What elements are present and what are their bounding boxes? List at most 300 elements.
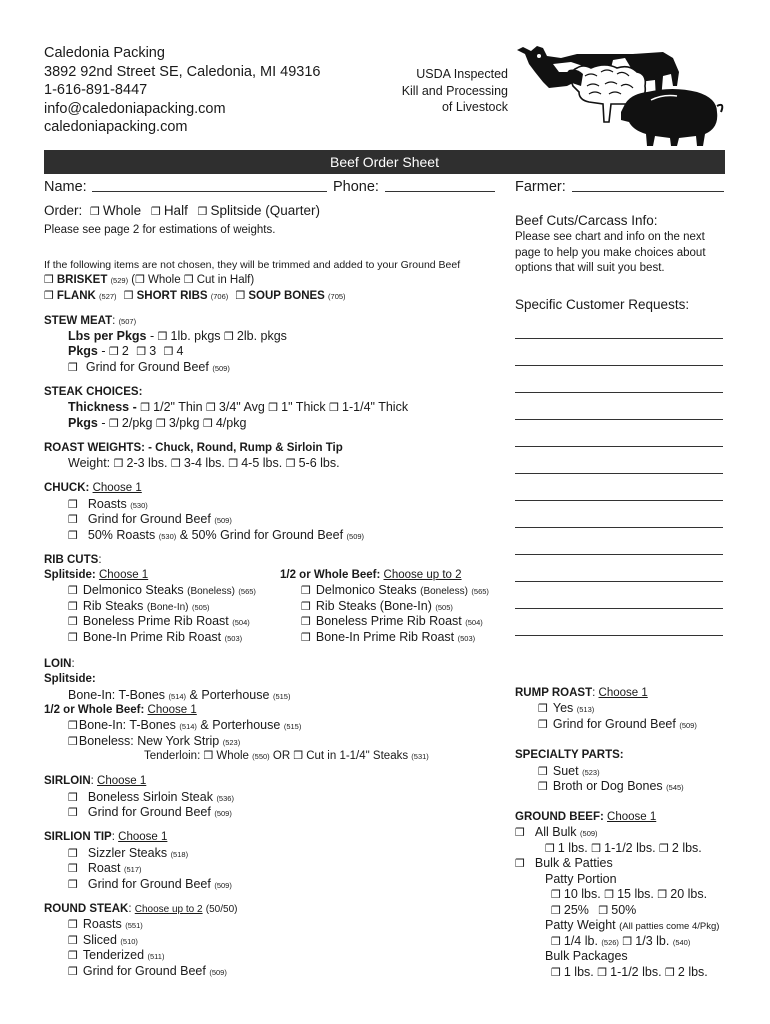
loin-tender-whole-checkbox[interactable]: ❒ xyxy=(203,750,214,762)
steak-4pkg-checkbox[interactable]: ❒ xyxy=(202,418,213,430)
beef-cuts-line-2: page to help you make choices about xyxy=(515,246,706,259)
stew-label: STEW MEAT xyxy=(44,315,113,327)
rib-right-delmonico-note: (Boneless) xyxy=(420,586,468,597)
sirloin-grind-code: (509) xyxy=(214,809,232,818)
specialty-bones-label: Broth or Dog Bones xyxy=(552,779,663,793)
steak-3pkg-checkbox[interactable]: ❒ xyxy=(155,418,166,430)
chuck-grind-checkbox[interactable]: ❒ xyxy=(68,514,78,526)
specialty-bones-code: (545) xyxy=(666,783,684,792)
chuck-opt-1 xyxy=(68,497,148,513)
thickness-3q-checkbox[interactable]: ❒ xyxy=(206,402,216,414)
loin-tender-row xyxy=(144,749,429,764)
sirloin-tip-opt-1 xyxy=(68,846,188,862)
stew-2lb-checkbox[interactable]: ❒ xyxy=(224,331,234,343)
rib-label: RIB CUTS xyxy=(44,554,99,566)
round-sliced-code: (510) xyxy=(120,937,138,946)
stew-heading xyxy=(44,314,136,329)
usda-note xyxy=(370,66,508,116)
rib-right-opt-2 xyxy=(301,599,453,615)
beef-cuts-text xyxy=(515,230,706,277)
short-ribs-code: (706) xyxy=(210,292,229,301)
steak-thickness-label: Thickness - xyxy=(68,400,137,414)
pkg-1lb-label: 1 lbs. xyxy=(563,965,594,979)
ground-bulk-patties-checkbox[interactable]: ❒ xyxy=(515,858,525,870)
request-line[interactable] xyxy=(515,554,723,555)
round-heading xyxy=(44,902,237,917)
loin-boneless-label: Boneless: New York Strip xyxy=(78,734,220,748)
portion-20-label: 20 lbs. xyxy=(670,887,708,901)
roast-weight-row xyxy=(68,456,340,472)
thickness-114-label: 1-1/4" Thick xyxy=(342,400,409,414)
sirloin-tip-roast-checkbox[interactable]: ❒ xyxy=(68,863,78,875)
round-grind-code: (509) xyxy=(209,968,227,977)
stew-pkgs-3-label: 3 xyxy=(149,344,157,358)
round-roasts-code: (551) xyxy=(125,921,143,930)
stew-lbs-dash: - xyxy=(149,329,155,343)
beef-cuts-line-3: options that will suit you best. xyxy=(515,262,665,274)
roast-2-3-checkbox[interactable]: ❒ xyxy=(113,458,124,470)
rump-yes-code: (513) xyxy=(576,705,595,714)
brisket-row xyxy=(44,273,254,288)
rib-right-opt-3 xyxy=(301,614,483,630)
request-line[interactable] xyxy=(515,365,723,366)
request-line[interactable] xyxy=(515,635,723,636)
chuck-grind-label: Grind for Ground Beef xyxy=(87,512,211,526)
round-opt-2 xyxy=(68,933,138,949)
brisket-code: (529) xyxy=(110,276,129,285)
rib-half-choose: Choose up to 2 xyxy=(383,569,462,581)
rib-right-boneless-label: Boneless Prime Rib Roast xyxy=(315,614,462,628)
portion-25pct-label: 25% xyxy=(563,903,589,917)
loin-boneless-checkbox[interactable]: ❒ xyxy=(68,736,78,748)
loin-label: LOIN xyxy=(44,658,72,670)
portion-10-checkbox[interactable]: ❒ xyxy=(551,889,561,901)
rump-grind-checkbox[interactable]: ❒ xyxy=(538,719,548,731)
rib-right-steaks-code: (505) xyxy=(435,603,453,612)
pkg-2lb-checkbox[interactable]: ❒ xyxy=(665,967,675,979)
request-line[interactable] xyxy=(515,338,723,339)
loin-half-heading xyxy=(44,703,197,718)
sirloin-tip-label: SIRLION TIP xyxy=(44,831,112,843)
ground-bulk-patties-row xyxy=(515,856,613,872)
livestock-logo-icon xyxy=(513,42,725,148)
rump-grind-code: (509) xyxy=(679,721,697,730)
steak-2pkg-checkbox[interactable]: ❒ xyxy=(109,418,119,430)
ground-bulk-opts xyxy=(545,841,702,857)
portion-20-checkbox[interactable]: ❒ xyxy=(657,889,668,901)
loin-bonein-checkbox[interactable]: ❒ xyxy=(68,720,78,732)
stew-grind-checkbox[interactable]: ❒ xyxy=(68,362,78,374)
rib-left-opt-4 xyxy=(68,630,242,646)
rib-right-bonein-label: Bone-In Prime Rib Roast xyxy=(315,630,455,644)
bulk-2lb-label: 2 lbs. xyxy=(671,841,702,855)
roast-5-6-label: 5-6 lbs. xyxy=(298,456,340,470)
sirloin-tip-heading xyxy=(44,830,167,845)
chuck-mix-code: (530) xyxy=(158,532,177,541)
loin-bonein-label: Bone-In: T-Bones xyxy=(78,718,176,732)
stew-pkgs-row xyxy=(68,344,183,360)
sirloin-steak-code: (536) xyxy=(216,794,234,803)
stew-1lb-label: 1lb. pkgs xyxy=(170,329,221,343)
thickness-3q-label: 3/4" Avg xyxy=(218,400,265,414)
sirloin-label: SIRLOIN xyxy=(44,775,91,787)
loin-boneless-code: (523) xyxy=(222,738,241,747)
loin-tender-whole-code: (550) xyxy=(252,752,270,761)
sirloin-colon: : xyxy=(90,775,94,787)
order-splitside-label: Splitside (Quarter) xyxy=(210,203,321,218)
loin-tender-label: Tenderloin: xyxy=(144,750,201,762)
rib-right-bonein-code: (503) xyxy=(457,634,476,643)
stew-pkgs-label: Pkgs xyxy=(68,344,98,358)
stew-pkgs-dash: - xyxy=(101,344,106,358)
rib-left-steaks-code: (505) xyxy=(191,603,210,612)
bulk-1lb-checkbox[interactable]: ❒ xyxy=(545,843,555,855)
rib-colon: : xyxy=(98,554,102,566)
company-address: 3892 92nd Street SE, Caledonia, MI 49316 xyxy=(44,63,321,80)
ground-all-bulk-code: (509) xyxy=(580,829,598,838)
loin-split-porter-code: (515) xyxy=(272,692,291,701)
sirloin-tip-grind-label: Grind for Ground Beef xyxy=(87,877,211,891)
request-line[interactable] xyxy=(515,500,723,501)
beef-cuts-heading: Beef Cuts/Carcass Info: xyxy=(515,213,658,228)
thickness-half-checkbox[interactable]: ❒ xyxy=(140,402,151,414)
sirloin-tip-roast-label: Roast xyxy=(87,861,121,875)
loin-tender-cut-label: Cut in 1-1/4" Steaks xyxy=(306,750,409,762)
rib-left-delmonico-code: (565) xyxy=(238,587,256,596)
page2-note: Please see page 2 for estimations of weights. xyxy=(44,224,276,236)
sirloin-steak-label: Boneless Sirloin Steak xyxy=(87,790,213,804)
sirloin-tip-grind-checkbox[interactable]: ❒ xyxy=(68,879,78,891)
bulk-packages-label: Bulk Packages xyxy=(545,949,628,963)
stew-2lb-label: 2lb. pkgs xyxy=(236,329,287,343)
stew-pkgs-3-checkbox[interactable]: ❒ xyxy=(136,346,147,358)
order-half-label: Half xyxy=(163,203,188,218)
roast-2-3-label: 2-3 lbs. xyxy=(126,456,168,470)
request-line[interactable] xyxy=(515,608,723,609)
request-line[interactable] xyxy=(515,473,723,474)
loin-split-tbone-code: (514) xyxy=(168,692,187,701)
round-tenderized-checkbox[interactable]: ❒ xyxy=(68,950,78,962)
rib-right-boneless-code: (504) xyxy=(465,618,483,627)
phone-field[interactable] xyxy=(385,191,495,192)
pkg-1lb-checkbox[interactable]: ❒ xyxy=(551,967,561,979)
portion-50pct-label: 50% xyxy=(611,903,637,917)
stew-pkgs-4-checkbox[interactable]: ❒ xyxy=(163,346,174,358)
usda-line-2: Kill and Processing xyxy=(401,83,508,98)
roast-4-5-label: 4-5 lbs. xyxy=(241,456,283,470)
sirloin-opt-2 xyxy=(68,805,232,821)
rib-right-opt-4 xyxy=(301,630,475,646)
loin-tender-or: OR xyxy=(272,750,291,762)
soup-bones-checkbox[interactable]: ❒ xyxy=(235,290,246,302)
short-ribs-label: SHORT RIBS xyxy=(136,290,208,302)
round-roasts-checkbox[interactable]: ❒ xyxy=(68,919,78,931)
steak-pkgs-dash: - xyxy=(101,416,106,430)
chuck-roasts-label: Roasts xyxy=(87,497,127,511)
brisket-whole-checkbox[interactable]: ❒ xyxy=(135,274,145,286)
portion-15-label: 15 lbs. xyxy=(617,887,654,901)
rib-splitside-label: Splitside: xyxy=(44,569,96,581)
ground-all-bulk-checkbox[interactable]: ❒ xyxy=(515,827,525,839)
roast-5-6-checkbox[interactable]: ❒ xyxy=(285,458,296,470)
pw-third-checkbox[interactable]: ❒ xyxy=(622,936,633,948)
loin-tender-whole-label: Whole xyxy=(216,750,249,762)
usda-line-1: USDA Inspected xyxy=(416,67,508,81)
stew-code: (507) xyxy=(118,317,137,326)
beef-cuts-line-1: Please see chart and info on the next xyxy=(515,231,705,243)
rib-left-opt-1 xyxy=(68,583,256,599)
round-label: ROUND STEAK xyxy=(44,903,129,915)
rib-right-steaks-checkbox[interactable]: ❒ xyxy=(301,601,311,613)
farmer-field[interactable] xyxy=(572,191,724,192)
loin-heading xyxy=(44,657,75,672)
roast-3-4-label: 3-4 lbs. xyxy=(183,456,225,470)
rib-splitside-choose: Choose 1 xyxy=(98,569,149,581)
thickness-1-label: 1" Thick xyxy=(281,400,326,414)
loin-boneless-row xyxy=(68,734,240,750)
specialty-heading: SPECIALTY PARTS: xyxy=(515,749,624,761)
steak-pkgs-label: Pkgs xyxy=(68,416,98,430)
soup-bones-code: (705) xyxy=(328,292,346,301)
sirloin-tip-sizzler-label: Sizzler Steaks xyxy=(87,846,168,860)
round-opt-3 xyxy=(68,948,164,964)
loin-split-tbone-label: Bone-In: T-Bones xyxy=(68,688,166,702)
roast-weight-label: Weight: xyxy=(68,456,111,470)
portion-10-label: 10 lbs. xyxy=(563,887,601,901)
ground-choose: Choose 1 xyxy=(607,811,657,823)
chuck-grind-code: (509) xyxy=(214,516,232,525)
sirloin-opt-1 xyxy=(68,790,234,806)
rib-left-opt-3 xyxy=(68,614,250,630)
rib-half-heading xyxy=(280,568,462,583)
order-whole-label: Whole xyxy=(102,203,142,218)
chuck-choose: Choose 1 xyxy=(92,482,142,494)
rump-grind-label: Grind for Ground Beef xyxy=(552,717,676,731)
sirloin-tip-opt-3 xyxy=(68,877,232,893)
portion-25pct-checkbox[interactable]: ❒ xyxy=(551,905,561,917)
rib-left-bonein-label: Bone-In Prime Rib Roast xyxy=(82,630,222,644)
portion-15-checkbox[interactable]: ❒ xyxy=(604,889,615,901)
round-opt-4 xyxy=(68,964,227,980)
ground-all-bulk-row xyxy=(515,825,598,841)
flank-label: FLANK xyxy=(56,290,96,302)
loin-tender-cut-checkbox[interactable]: ❒ xyxy=(293,750,304,762)
name-field[interactable] xyxy=(92,191,327,192)
rib-left-delmonico-label: Delmonico Steaks xyxy=(82,583,184,597)
specialty-opt-1 xyxy=(538,764,600,780)
specialty-suet-label: Suet xyxy=(552,764,579,778)
rib-left-delmonico-checkbox[interactable]: ❒ xyxy=(68,585,78,597)
round-grind-checkbox[interactable]: ❒ xyxy=(68,966,78,978)
roast-3-4-checkbox[interactable]: ❒ xyxy=(171,458,181,470)
pw-third-label: 1/3 lb. xyxy=(635,934,670,948)
patty-weight-opts xyxy=(551,934,690,950)
sirloin-heading xyxy=(44,774,146,789)
request-line[interactable] xyxy=(515,581,723,582)
stew-pkgs-4-label: 4 xyxy=(176,344,184,358)
rump-opt-1 xyxy=(538,701,594,717)
pw-third-code: (540) xyxy=(672,938,691,947)
rib-left-opt-2 xyxy=(68,599,210,615)
sirloin-tip-colon: : xyxy=(111,831,115,843)
name-label: Name: xyxy=(44,179,87,195)
rib-left-bonein-code: (503) xyxy=(224,634,243,643)
stew-lbs-row xyxy=(68,329,287,345)
portion-50pct-checkbox[interactable]: ❒ xyxy=(598,905,609,917)
sirloin-grind-checkbox[interactable]: ❒ xyxy=(68,807,78,819)
rump-choose: Choose 1 xyxy=(598,687,648,699)
round-note: (50/50) xyxy=(205,904,238,915)
bulk-2lb-checkbox[interactable]: ❒ xyxy=(659,843,669,855)
sirloin-tip-grind-code: (509) xyxy=(214,881,232,890)
round-colon: : xyxy=(128,903,132,915)
brisket-whole-label: Whole xyxy=(148,274,181,286)
specialty-bones-checkbox[interactable]: ❒ xyxy=(538,781,548,793)
pw-quarter-code: (526) xyxy=(601,938,619,947)
rump-colon: : xyxy=(592,687,596,699)
rump-yes-label: Yes xyxy=(552,701,574,715)
rump-heading xyxy=(515,686,648,701)
specialty-opt-2 xyxy=(538,779,684,795)
usda-line-3: of Livestock xyxy=(441,100,508,114)
order-whole-checkbox[interactable]: ❒ xyxy=(90,206,100,218)
round-tenderized-code: (511) xyxy=(147,952,165,961)
brisket-cut-half-checkbox[interactable]: ❒ xyxy=(183,274,194,286)
specific-requests-heading: Specific Customer Requests: xyxy=(515,297,690,312)
sirloin-steak-checkbox[interactable]: ❒ xyxy=(68,792,78,804)
chuck-heading xyxy=(44,481,142,496)
round-tenderized-label: Tenderized xyxy=(82,948,145,962)
rib-left-steaks-label: Rib Steaks xyxy=(82,599,144,613)
roast-heading: ROAST WEIGHTS: - Chuck, Round, Rump & Sirloin Tip xyxy=(44,442,343,454)
farmer-label: Farmer: xyxy=(515,179,566,195)
loin-split-porter-label: & Porterhouse xyxy=(189,688,270,702)
round-sliced-checkbox[interactable]: ❒ xyxy=(68,935,78,947)
rib-right-delmonico-checkbox[interactable]: ❒ xyxy=(301,585,311,597)
rib-left-boneless-code: (504) xyxy=(232,618,250,627)
sirloin-tip-roast-code: (517) xyxy=(124,865,142,874)
brisket-checkbox[interactable]: ❒ xyxy=(44,274,54,286)
rib-right-boneless-checkbox[interactable]: ❒ xyxy=(301,616,311,628)
rump-yes-checkbox[interactable]: ❒ xyxy=(538,703,548,715)
chuck-mix-label-2: & 50% Grind for Ground Beef xyxy=(179,528,344,542)
pkg-2lb-label: 2 lbs. xyxy=(677,965,708,979)
ground-bulk-patties-label: Bulk & Patties xyxy=(534,856,613,870)
stew-1lb-checkbox[interactable]: ❒ xyxy=(157,331,168,343)
request-line[interactable] xyxy=(515,392,723,393)
company-email: info@caledoniapacking.com xyxy=(44,100,226,117)
phone-label: Phone: xyxy=(333,179,379,195)
stew-grind-label: Grind for Ground Beef xyxy=(85,360,209,374)
round-roasts-label: Roasts xyxy=(82,917,122,931)
stew-grind-row xyxy=(68,360,230,376)
steak-pkgs-row xyxy=(68,416,246,432)
steak-3pkg-label: 3/pkg xyxy=(168,416,200,430)
chuck-mix-code-2: (509) xyxy=(346,532,365,541)
specialty-suet-code: (523) xyxy=(582,768,600,777)
steak-thickness-row xyxy=(68,400,408,416)
stew-pkgs-2-checkbox[interactable]: ❒ xyxy=(109,346,119,358)
round-sliced-label: Sliced xyxy=(82,933,117,947)
flank-checkbox[interactable]: ❒ xyxy=(44,290,54,302)
round-grind-label: Grind for Ground Beef xyxy=(82,964,206,978)
rib-heading xyxy=(44,553,102,568)
sirloin-tip-opt-2 xyxy=(68,861,142,877)
brisket-cut-half-label: Cut in Half) xyxy=(196,274,255,286)
ground-all-bulk-label: All Bulk xyxy=(534,825,577,839)
patty-portion-label: Patty Portion xyxy=(545,872,617,886)
company-block xyxy=(44,44,321,137)
rib-right-delmonico-code: (565) xyxy=(471,587,489,596)
bulk-112lb-label: 1-1/2 lbs. xyxy=(604,841,656,855)
order-half-checkbox[interactable]: ❒ xyxy=(150,206,161,218)
loin-splitside-label: Splitside: xyxy=(44,673,96,685)
stew-pkgs-2-label: 2 xyxy=(121,344,129,358)
rib-left-delmonico-note: (Boneless) xyxy=(187,586,235,597)
stew-lbs-label: Lbs per Pkgs xyxy=(68,329,147,343)
rib-left-bonein-checkbox[interactable]: ❒ xyxy=(68,632,78,644)
loin-bonein-row xyxy=(68,718,301,734)
pkg-112lb-label: 1-1/2 lbs. xyxy=(610,965,662,979)
flank-code: (527) xyxy=(99,292,117,301)
steak-heading: STEAK CHOICES: xyxy=(44,386,143,398)
rump-label: RUMP ROAST xyxy=(515,687,593,699)
rib-half-label: 1/2 or Whole Beef: xyxy=(280,569,381,581)
brisket-label: BRISKET xyxy=(56,274,108,286)
chuck-opt-3 xyxy=(68,528,364,544)
chuck-roasts-checkbox[interactable]: ❒ xyxy=(68,499,78,511)
sirloin-choose: Choose 1 xyxy=(97,775,147,787)
specialty-suet-checkbox[interactable]: ❒ xyxy=(538,766,548,778)
rib-right-opt-1 xyxy=(301,583,489,599)
order-splitside-checkbox[interactable]: ❒ xyxy=(197,206,208,218)
roast-4-5-checkbox[interactable]: ❒ xyxy=(228,458,239,470)
flank-row xyxy=(44,289,346,304)
pw-quarter-checkbox[interactable]: ❒ xyxy=(551,936,561,948)
steak-2pkg-label: 2/pkg xyxy=(121,416,153,430)
brisket-paren: ( xyxy=(131,274,136,286)
sirloin-tip-sizzler-checkbox[interactable]: ❒ xyxy=(68,848,78,860)
patty-weight-row xyxy=(545,918,719,934)
rib-left-steaks-note: (Bone-In) xyxy=(146,602,189,613)
short-ribs-checkbox[interactable]: ❒ xyxy=(123,290,134,302)
rump-opt-2 xyxy=(538,717,697,733)
thickness-1-checkbox[interactable]: ❒ xyxy=(268,402,279,414)
ground-heading xyxy=(515,810,656,825)
request-line[interactable] xyxy=(515,527,723,528)
chuck-roasts-code: (530) xyxy=(130,501,148,510)
request-line[interactable] xyxy=(515,446,723,447)
loin-half-choose: Choose 1 xyxy=(147,704,197,716)
rib-right-bonein-checkbox[interactable]: ❒ xyxy=(301,632,311,644)
chuck-mix-label: 50% Roasts xyxy=(87,528,156,542)
bulk-112lb-checkbox[interactable]: ❒ xyxy=(591,843,602,855)
chuck-mix-checkbox[interactable]: ❒ xyxy=(68,530,78,542)
sirloin-tip-sizzler-code: (518) xyxy=(170,850,189,859)
rib-left-steaks-checkbox[interactable]: ❒ xyxy=(68,601,78,613)
bulk-1lb-label: 1 lbs. xyxy=(557,841,588,855)
order-label: Order: xyxy=(44,203,83,218)
thickness-114-checkbox[interactable]: ❒ xyxy=(329,402,340,414)
rib-left-boneless-checkbox[interactable]: ❒ xyxy=(68,616,78,628)
ground-label: GROUND BEEF: xyxy=(515,811,604,823)
title-band xyxy=(44,150,725,174)
order-row xyxy=(44,203,320,218)
pkg-112lb-checkbox[interactable]: ❒ xyxy=(597,967,608,979)
company-name: Caledonia Packing xyxy=(44,45,165,61)
request-line[interactable] xyxy=(515,419,723,420)
loin-splitside-row xyxy=(68,688,290,704)
